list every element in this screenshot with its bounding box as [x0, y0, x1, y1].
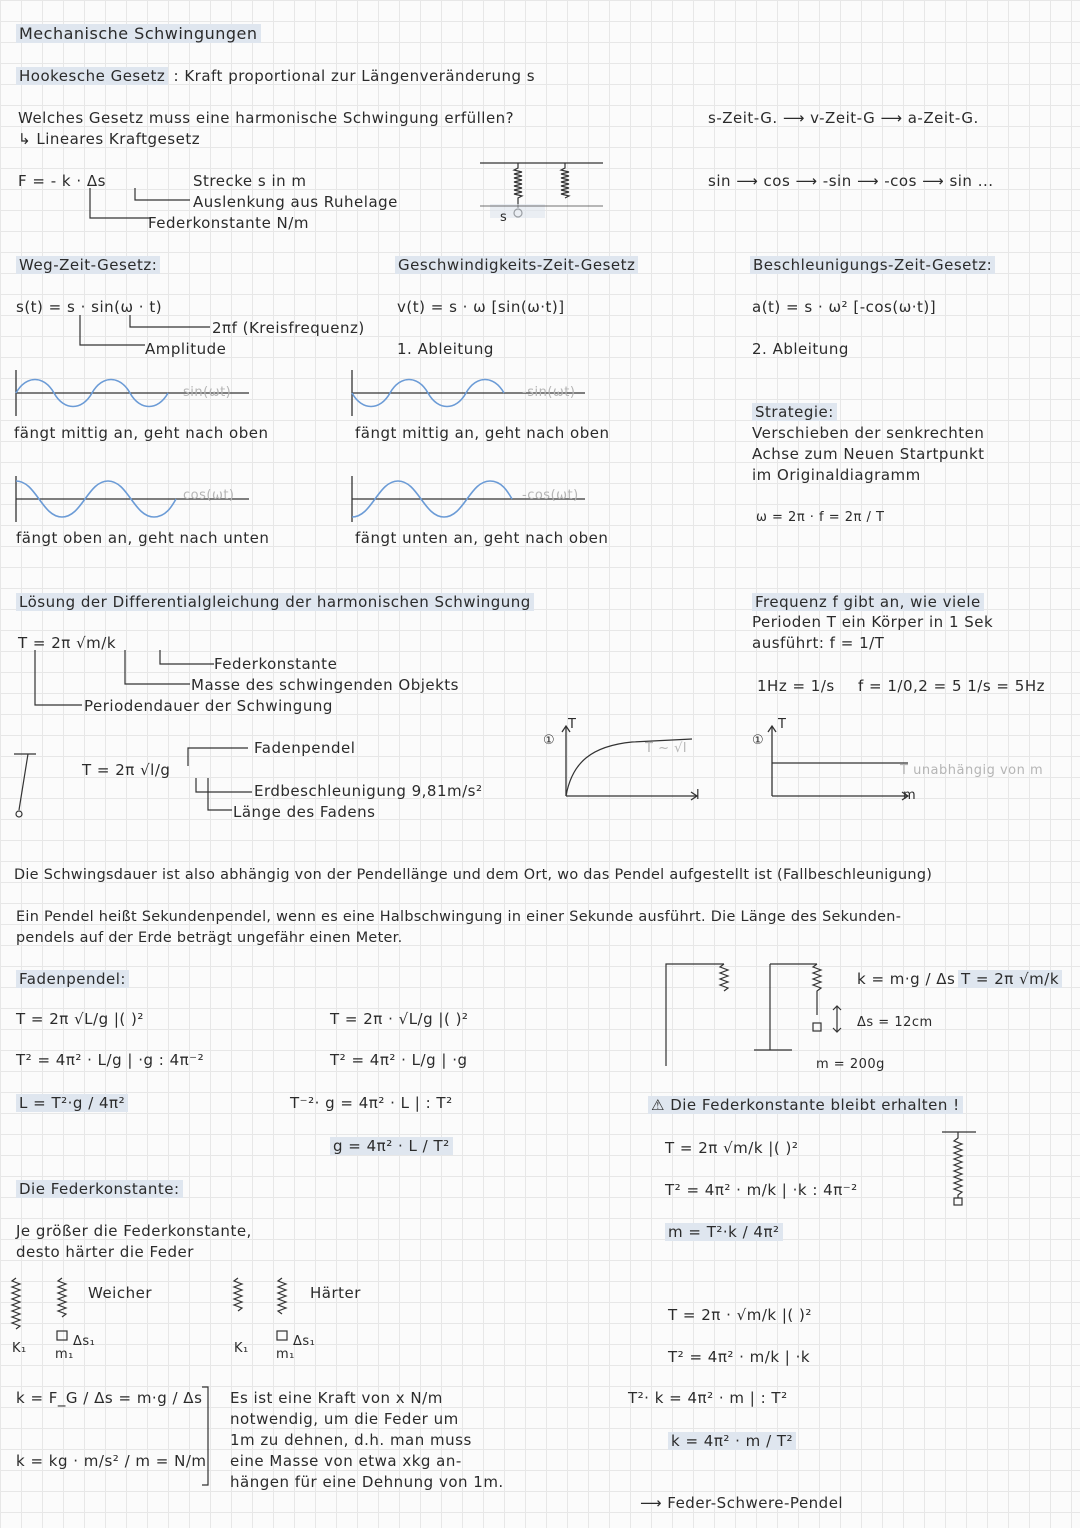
- strategy-title: Strategie:: [752, 403, 837, 421]
- freq-example: f = 1/0,2 = 5 1/s = 5Hz: [858, 677, 1045, 695]
- answer-text: ↳ Lineares Kraftgesetz: [18, 130, 201, 148]
- spring-a2: T² = 4π² · m/k | ·k : 4π⁻²: [665, 1181, 858, 1199]
- hard-k-label: K₁: [234, 1341, 249, 1356]
- freq-line2: Perioden T ein Körper in 1 Sek: [752, 613, 994, 631]
- spring-k-formula: k = m·g / Δs: [857, 970, 956, 988]
- note-paragraph2a: Ein Pendel heißt Sekundenpendel, wenn es eine Halbschwingung in einer Sekunde ausführt. Die Länge des Sekunden-: [16, 909, 902, 925]
- explain-l5: hängen für eine Dehnung von 1m.: [230, 1473, 504, 1491]
- spring-b4: k = 4π² · m / T²: [668, 1432, 796, 1450]
- a-derivative: 2. Ableitung: [752, 340, 849, 358]
- faden-right-r1: T = 2π · √L/g |( )²: [330, 1010, 469, 1028]
- spring-a1: T = 2π √m/k |( )²: [665, 1139, 799, 1157]
- graph2-t-vs-m: [768, 722, 918, 802]
- spring-stand-sketch: [662, 960, 862, 1070]
- omega-formula: ω = 2π · f = 2π / T: [756, 510, 885, 525]
- explain-l2: notwendig, um die Feder um: [230, 1410, 459, 1428]
- strategy-line2: Achse zum Neuen Startpunkt: [752, 445, 985, 463]
- soft-m-label: m₁: [55, 1347, 74, 1362]
- mcos-label: -cos(ωt): [522, 488, 579, 503]
- explain-l3: 1m zu dehnen, d.h. man muss: [230, 1431, 472, 1449]
- soft-label: Weicher: [88, 1284, 152, 1302]
- solution-m-desc: Masse des schwingenden Objekts: [191, 676, 459, 694]
- solution-t-desc: Periodendauer der Schwingung: [84, 697, 333, 715]
- note-paragraph2b: pendels auf der Erde beträgt ungefähr einen Meter.: [16, 930, 403, 946]
- weg-formula: s(t) = s · sin(ω · t): [16, 298, 163, 316]
- faden-left-l3: L = T²·g / 4π²: [16, 1094, 128, 1112]
- msin-desc: fängt mittig an, geht nach oben: [355, 424, 610, 442]
- graph1-t-vs-l: [562, 722, 702, 802]
- soft-k-label: K₁: [12, 1341, 27, 1356]
- spring-footer: ⟶ Feder-Schwere-Pendel: [640, 1494, 844, 1512]
- hz-def: 1Hz = 1/s: [757, 677, 835, 695]
- chain-functions: sin ⟶ cos ⟶ -sin ⟶ -cos ⟶ sin ...: [708, 172, 994, 190]
- explain-l4: eine Masse von etwa xkg an-: [230, 1452, 462, 1470]
- spring-m: m = 200g: [816, 1057, 885, 1072]
- spring-t-formula: T = 2π √m/k: [958, 970, 1062, 988]
- solution-formula: T = 2π √m/k: [18, 634, 117, 652]
- a-formula: a(t) = s · ω² [-cos(ω·t)]: [752, 298, 937, 316]
- mcos-desc: fängt unten an, geht nach oben: [355, 529, 609, 547]
- graph2-circle: ①: [752, 733, 765, 748]
- hooke-k-desc: Federkonstante N/m: [148, 214, 309, 232]
- federkonstante-l1: Je größer die Federkonstante,: [16, 1222, 252, 1240]
- spring-ds: Δs = 12cm: [857, 1015, 933, 1030]
- explain-l1: Es ist eine Kraft von x N/m: [230, 1389, 443, 1407]
- v-formula: v(t) = s · ω [sin(ω·t)]: [397, 298, 565, 316]
- federkonstante-l2: desto härter die Feder: [16, 1243, 194, 1261]
- soft-ds-label: Δs₁: [73, 1334, 96, 1349]
- freq-line3: ausführt: f = 1/T: [752, 634, 885, 652]
- federkonstante-title: Die Federkonstante:: [16, 1180, 183, 1198]
- sin-label: sin(ωt): [183, 385, 232, 400]
- spring-s-label: s: [500, 210, 508, 225]
- hooke-text: : Kraft proportional zur Längenveränderung s: [173, 67, 536, 85]
- spring-a3: m = T²·k / 4π²: [665, 1223, 783, 1241]
- page-title: Mechanische Schwingungen: [16, 25, 261, 43]
- hooke-heading: [16, 67, 535, 85]
- graph2-t-label: T: [778, 717, 787, 732]
- hooke-s-desc2: Auslenkung aus Ruhelage: [193, 193, 398, 211]
- weg-omega: 2πf (Kreisfrequenz): [212, 319, 365, 337]
- question-text: Welches Gesetz muss eine harmonische Schwingung erfüllen?: [18, 109, 515, 127]
- cos-label: cos(ωt): [183, 488, 235, 503]
- hooke-s-desc: Strecke s in m: [193, 172, 307, 190]
- faden-right-r4: g = 4π² · L / T²: [330, 1137, 453, 1155]
- hard-ds-label: Δs₁: [293, 1334, 316, 1349]
- faden-right-r2: T² = 4π² · L/g | ·g: [330, 1051, 468, 1069]
- faden-left-l2: T² = 4π² · L/g | ·g : 4π⁻²: [16, 1051, 205, 1069]
- spring-warning: ⚠ Die Federkonstante bleibt erhalten !: [648, 1096, 963, 1114]
- chain-laws: s-Zeit-G. ⟶ v-Zeit-G ⟶ a-Zeit-G.: [708, 109, 979, 127]
- weg-title: Weg-Zeit-Gesetz:: [16, 256, 160, 274]
- msin-label: -sin(ωt): [522, 385, 576, 400]
- hooke-title: Hookesche Gesetz: [16, 67, 168, 85]
- graph1-note: T ~ √l: [645, 741, 687, 756]
- hard-label: Härter: [310, 1284, 361, 1302]
- spring-b3: T²· k = 4π² · m | : T²: [628, 1389, 788, 1407]
- note-paragraph1: Die Schwingsdauer ist also abhängig von der Pendellänge und dem Ort, wo das Pendel aufgestellt ist (Fallbeschleunigung): [14, 867, 933, 883]
- faden-right-r3: T⁻²· g = 4π² · L | : T²: [290, 1094, 453, 1112]
- graph1-circle: ①: [543, 733, 556, 748]
- k-formula-1: k = F_G / Δs = m·g / Δs: [16, 1389, 203, 1407]
- graph2-note: T unabhängig von m: [900, 763, 1044, 778]
- pendel-l-desc: Länge des Fadens: [233, 803, 376, 821]
- strategy-line3: im Originaldiagramm: [752, 466, 921, 484]
- pendel-name: Fadenpendel: [254, 739, 356, 757]
- v-derivative: 1. Ableitung: [397, 340, 494, 358]
- pendel-formula: T = 2π √l/g: [82, 761, 171, 779]
- faden-left-l1: T = 2π √L/g |( )²: [16, 1010, 144, 1028]
- spring-b1: T = 2π · √m/k |( )²: [668, 1306, 812, 1324]
- pendel-g-desc: Erdbeschleunigung 9,81m/s²: [254, 782, 483, 800]
- explain-bracket: [200, 1385, 212, 1489]
- cos-desc: fängt oben an, geht nach unten: [16, 529, 270, 547]
- spring-small-sketch: [940, 1130, 980, 1210]
- freq-line1: Frequenz f gibt an, wie viele: [752, 593, 984, 611]
- pendulum-sketch: [14, 752, 44, 822]
- hooke-formula: F = - k · Δs: [18, 172, 106, 190]
- strategy-line1: Verschieben der senkrechten: [752, 424, 985, 442]
- solution-k-desc: Federkonstante: [214, 655, 338, 673]
- graph1-t-label: T: [568, 717, 577, 732]
- weg-amplitude: Amplitude: [145, 340, 227, 358]
- v-title: Geschwindigkeits-Zeit-Gesetz: [395, 256, 638, 274]
- a-title: Beschleunigungs-Zeit-Gesetz:: [750, 256, 995, 274]
- solution-title: Lösung der Differentialgleichung der harmonischen Schwingung: [16, 593, 534, 611]
- graph2-m-label: m: [903, 788, 917, 803]
- spring-b2: T² = 4π² · m/k | ·k: [668, 1348, 811, 1366]
- faden-title: Fadenpendel:: [16, 970, 129, 988]
- graph1-l-label: l: [696, 788, 701, 803]
- sin-desc: fängt mittig an, geht nach oben: [14, 424, 269, 442]
- hard-m-label: m₁: [276, 1347, 295, 1362]
- k-formula-2: k = kg · m/s² / m = N/m: [16, 1452, 207, 1470]
